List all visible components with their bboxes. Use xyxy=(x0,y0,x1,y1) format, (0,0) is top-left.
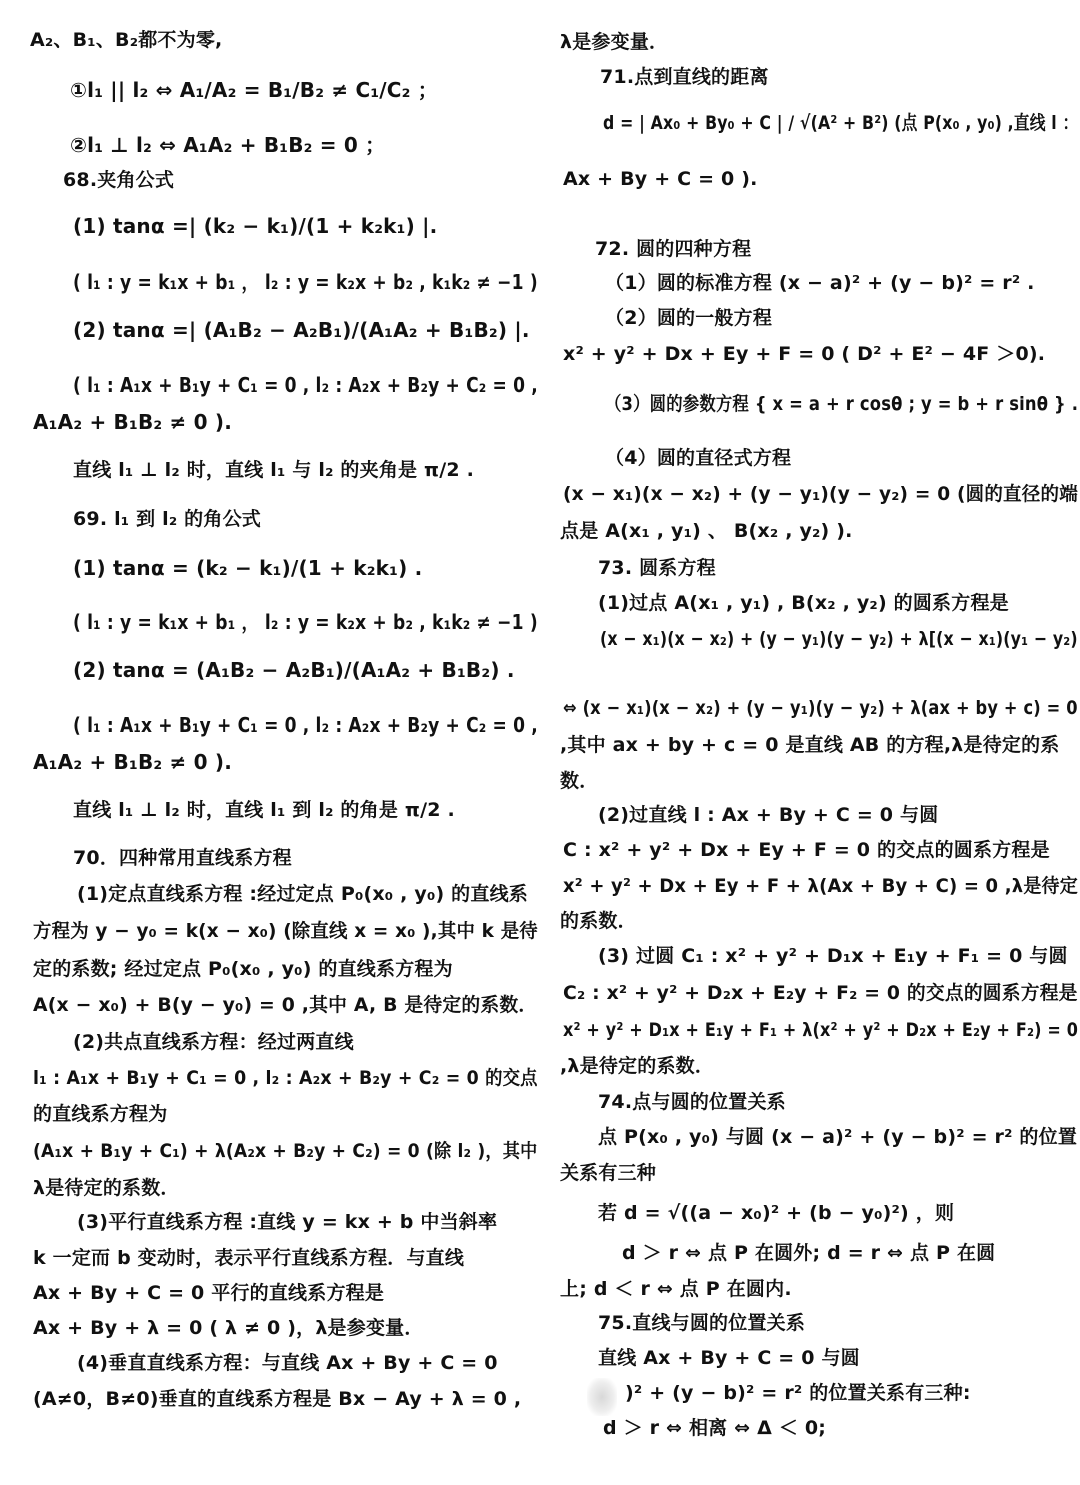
right-column-line: Ax + By + C = 0 ). xyxy=(563,168,758,190)
blur-smudge xyxy=(587,1378,617,1416)
right-column-line: 的系数． xyxy=(560,910,637,932)
right-column-line: 73. 圆系方程 xyxy=(598,557,716,579)
right-column-line: d ＞ r ⇔ 相离 ⇔ Δ ＜ 0; xyxy=(603,1417,827,1439)
left-column-line: ( l₁ : y = k₁x + b₁ ， l₂ : y = k₂x + b₂ , k₁k₂ ≠ −1 ) xyxy=(73,610,538,634)
left-column-line: 的直线系方程为 xyxy=(33,1103,168,1125)
left-column-line: Ax + By + C = 0 平行的直线系方程是 xyxy=(33,1282,385,1304)
right-column-line: （4）圆的直径式方程 xyxy=(605,447,792,469)
right-column-line: 点 P(x₀ , y₀) 与圆 (x − a)² + (y − b)² = r² 的位置 xyxy=(598,1126,1078,1148)
right-column-line: 上; d ＜ r ⇔ 点 P 在圆内. xyxy=(560,1278,792,1300)
left-column-line: (3)平行直线系方程 :直线 y = kx + b 中当斜率 xyxy=(77,1211,498,1233)
left-column-line: 69. l₁ 到 l₂ 的角公式 xyxy=(73,508,261,530)
left-column-line: 直线 l₁ ⊥ l₂ 时，直线 l₁ 到 l₂ 的角是 π/2 . xyxy=(73,799,455,821)
right-column-line: )² + (y − b)² = r² 的位置关系有三种: xyxy=(625,1382,971,1404)
left-column-line: (A≠0，B≠0)垂直的直线系方程是 Bx − Ay + λ = 0 , xyxy=(33,1388,522,1410)
right-column-line: x² + y² + Dx + Ey + F = 0 ( D² + E² − 4F ＞0). xyxy=(563,343,1046,365)
left-column-line: ( l₁ : A₁x + B₁y + C₁ = 0 , l₂ : A₂x + B₂y + C₂ = 0 , xyxy=(73,713,538,737)
right-column-line: (x − x₁)(x − x₂) + (y − y₁)(y − y₂) = 0 (圆的直径的端 xyxy=(563,483,1078,505)
right-column-line: ⇔ (x − x₁)(x − x₂) + (y − y₁)(y − y₂) + λ(ax + by + c) = 0 xyxy=(563,697,1078,719)
left-column-line: ( l₁ : y = k₁x + b₁ ， l₂ : y = k₂x + b₂ , k₁k₂ ≠ −1 ) xyxy=(73,270,538,294)
left-column-line: 直线 l₁ ⊥ l₂ 时，直线 l₁ 与 l₂ 的夹角是 π/2 . xyxy=(73,459,475,481)
right-column-line: 关系有三种 xyxy=(560,1162,657,1184)
right-column-line: 75.直线与圆的位置关系 xyxy=(598,1312,806,1334)
right-column-line: 72. 圆的四种方程 xyxy=(595,238,752,260)
left-column-line: A₁A₂ + B₁B₂ ≠ 0 ). xyxy=(33,750,233,774)
right-column-line: λ是参变量． xyxy=(560,31,669,53)
right-column-line: ,其中 ax + by + c = 0 是直线 AB 的方程,λ是待定的系 xyxy=(560,734,1060,756)
left-column-line: A₂、B₁、B₂都不为零, xyxy=(30,29,223,51)
right-column-line: ,λ是待定的系数． xyxy=(560,1055,715,1077)
left-column-line: 方程为 y − y₀ = k(x − x₀) (除直线 x = x₀ ),其中 k 是待 xyxy=(33,920,538,942)
left-column-line: (2) tanα = (A₁B₂ − A₂B₁)/(A₁A₂ + B₁B₂) . xyxy=(73,658,515,682)
right-column-line: （1）圆的标准方程 (x − a)² + (y − b)² = r² . xyxy=(605,272,1035,294)
right-column-line: 点是 A(x₁ , y₁) 、 B(x₂ , y₂) ). xyxy=(560,520,853,542)
left-column-line: λ是待定的系数． xyxy=(33,1177,180,1199)
left-column-line: (2) tanα =| (A₁B₂ − A₂B₁)/(A₁A₂ + B₁B₂) |. xyxy=(73,318,530,342)
right-column-line: 71.点到直线的距离 xyxy=(600,66,769,88)
left-column-line: (2)共点直线系方程：经过两直线 xyxy=(73,1031,354,1053)
right-column-line: 数． xyxy=(560,770,599,792)
right-column-line: 直线 Ax + By + C = 0 与圆 xyxy=(598,1347,860,1369)
left-column-line: l₁ : A₁x + B₁y + C₁ = 0 , l₂ : A₂x + B₂y + C₂ = 0 的交点 xyxy=(33,1067,538,1089)
right-column-line: x² + y² + D₁x + E₁y + F₁ + λ(x² + y² + D₂x + E₂y + F₂) = 0 xyxy=(563,1019,1079,1041)
right-column-line: （3）圆的参数方程 { x = a + r cosθ ; y = b + r sinθ } . xyxy=(605,393,1079,415)
right-column-line: （2）圆的一般方程 xyxy=(605,307,773,329)
left-column-line: 68.夹角公式 xyxy=(63,169,175,191)
right-column-line: d ＞ r ⇔ 点 P 在圆外; d = r ⇔ 点 P 在圆 xyxy=(622,1242,996,1264)
right-column-line: d = | Ax₀ + By₀ + C | / √(A² + B²) (点 P(x₀ , y₀) ,直线 l ： xyxy=(603,112,1079,134)
right-column-line: 74.点与圆的位置关系 xyxy=(598,1091,786,1113)
left-column-line: ②l₁ ⊥ l₂ ⇔ A₁A₂ + B₁B₂ = 0 ； xyxy=(70,133,386,157)
right-column-line: (x − x₁)(x − x₂) + (y − y₁)(y − y₂) + λ[(x − x₁)(y₁ − y₂) xyxy=(600,628,1078,650)
left-column-line: k 一定而 b 变动时，表示平行直线系方程．与直线 xyxy=(33,1247,465,1269)
left-column-line: (1) tanα = (k₂ − k₁)/(1 + k₂k₁) . xyxy=(73,556,423,580)
left-column-line: (A₁x + B₁y + C₁) + λ(A₂x + B₂y + C₂) = 0 (除 l₂ )，其中 xyxy=(33,1140,538,1162)
left-column-line: A₁A₂ + B₁B₂ ≠ 0 ). xyxy=(33,410,233,434)
left-column-line: ( l₁ : A₁x + B₁y + C₁ = 0 , l₂ : A₂x + B₂y + C₂ = 0 , xyxy=(73,373,538,397)
right-column-line: x² + y² + Dx + Ey + F + λ(Ax + By + C) = 0 ,λ是待定 xyxy=(563,875,1078,897)
left-column-line: 70．四种常用直线系方程 xyxy=(73,847,292,869)
left-column-line: A(x − x₀) + B(y − y₀) = 0 ,其中 A, B 是待定的系数． xyxy=(33,994,538,1016)
right-column-line: (2)过直线 l : Ax + By + C = 0 与圆 xyxy=(598,804,939,826)
right-column-line: C : x² + y² + Dx + Ey + F = 0 的交点的圆系方程是 xyxy=(563,839,1050,861)
left-column-line: (4)垂直直线系方程：与直线 Ax + By + C = 0 xyxy=(77,1352,498,1374)
left-column-line: Ax + By + λ = 0 ( λ ≠ 0 )，λ是参变量． xyxy=(33,1317,424,1339)
left-column-line: (1)定点直线系方程 :经过定点 P₀(x₀ , y₀) 的直线系 xyxy=(77,883,528,905)
right-column-line: 若 d = √((a − x₀)² + (b − y₀)²) ，则 xyxy=(598,1202,955,1224)
right-column-line: (3) 过圆 C₁ : x² + y² + D₁x + E₁y + F₁ = 0 与圆 xyxy=(598,945,1068,967)
left-column-line: ①l₁ || l₂ ⇔ A₁/A₂ = B₁/B₂ ≠ C₁/C₂ ； xyxy=(70,78,438,102)
left-column-line: 定的系数; 经过定点 P₀(x₀ , y₀) 的直线系方程为 xyxy=(33,958,453,980)
left-column-line: (1) tanα =| (k₂ − k₁)/(1 + k₂k₁) |. xyxy=(73,214,438,238)
right-column-line: (1)过点 A(x₁ , y₁) , B(x₂ , y₂) 的圆系方程是 xyxy=(598,592,1009,614)
right-column-line: C₂ : x² + y² + D₂x + E₂y + F₂ = 0 的交点的圆系方程是 xyxy=(563,982,1078,1004)
